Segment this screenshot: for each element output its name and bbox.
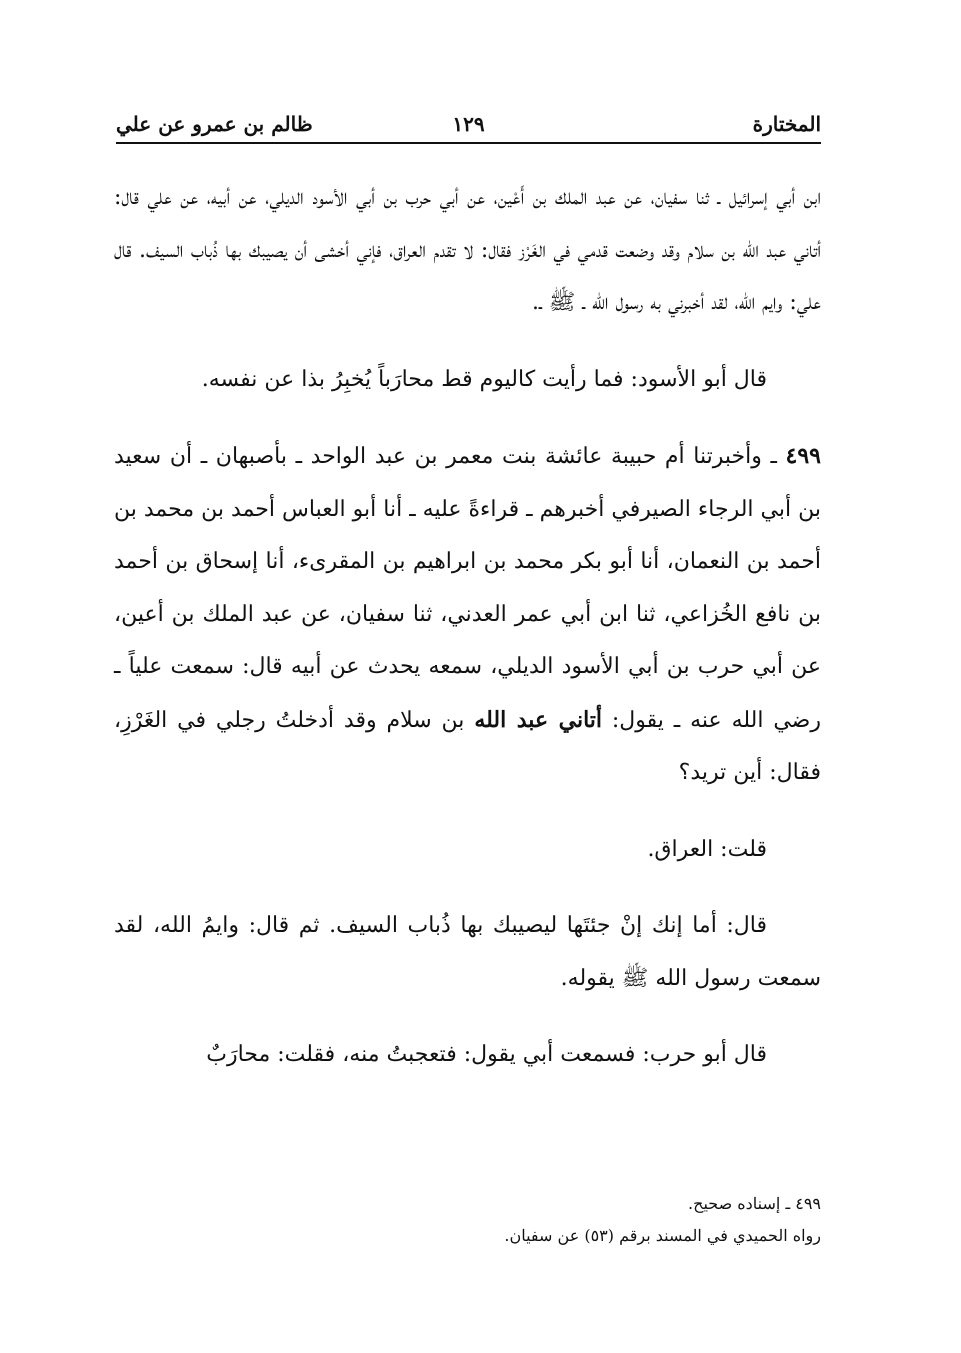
paragraph-6: قال أبو حرب: فسمعت أبي يقول: فتعجبتُ منه، فقلت: محارَبٌ [206, 1042, 767, 1067]
footnote-line-1: ٤٩٩ ـ إسناده صحيح. [688, 1194, 821, 1213]
paragraph-499-text-a: ـ وأخبرتنا أم حبيبة عائشة بنت معمر بن عبد الواحد ـ بأصبهان ـ أن سعيد بن أبي الرجاء الصيرفي أخبرهم ـ قراءةً عليه ـ أنا أبو العباس أحمد بن محمد بن أحمد بن النعمان، أنا أبو بكر محمد بن ابراهيم بن المقرىء، أنا إسحاق بن أحمد بن نافع الخُزاعي، ثنا ابن أبي عمر العدني، ثنا سفيان، عن عبد الملك بن أعين، عن أبي حرب بن أبي الأسود الديلي، سمعه يحدث عن أبيه قال: سمعت علياً ـ رضي الله عنه ـ يقول: [114, 444, 821, 733]
chapter-title: ظالم بن عمرو عن علي [116, 112, 313, 136]
page-number: ١٢٩ [452, 112, 485, 136]
footnotes [300, 1188, 821, 1252]
main-text [114, 172, 821, 1106]
paragraph-1: ابن أبي إسرائيل ـ ثنا سفيان، عن عبد الملك بن أَعْين، عن أبي حرب بن أبي الأسود الديلي، عن أبيه، عن علي قال: أتاني عبد الله بن سلام وقد وضعت قدمي في الغَرْز فقال: لا تقدم العراق، فإني أخشى أن يصيبك بها ذُباب السيف. قال علي: وايم الله، لقد أخبرني به رسول الله ـ ﷺ ـ. [114, 185, 821, 315]
running-head [116, 104, 821, 144]
hadith-number: ٤٩٩ [785, 443, 821, 469]
paragraph-499-text-c: بن سلام وقد أدخلتُ رجلي في الغَرْزِ، فقال: أين تريد؟ [114, 707, 821, 785]
header-rule [116, 142, 821, 144]
paragraph-2: قال أبو الأسود: فما رأيت كاليوم قط محارَباً يُخبِرُ بذا عن نفسه. [201, 366, 767, 392]
paragraph-5: قال: أما إنك إنْ جئتَها ليصيبك بها ذُباب السيف. ثم قال: وايمُ الله، لقد سمعت رسول الله ﷺ يقوله. [114, 913, 821, 991]
footnote-line-2: رواه الحميدي في المسند برقم (٥٣) عن سفيان. [504, 1226, 821, 1245]
paragraph-4: قلت: العراق. [647, 836, 767, 862]
book-title: المختارة [752, 112, 821, 136]
paragraph-499 [114, 430, 821, 800]
paragraph-499-emphasis: أتاني عبد الله [474, 706, 603, 733]
